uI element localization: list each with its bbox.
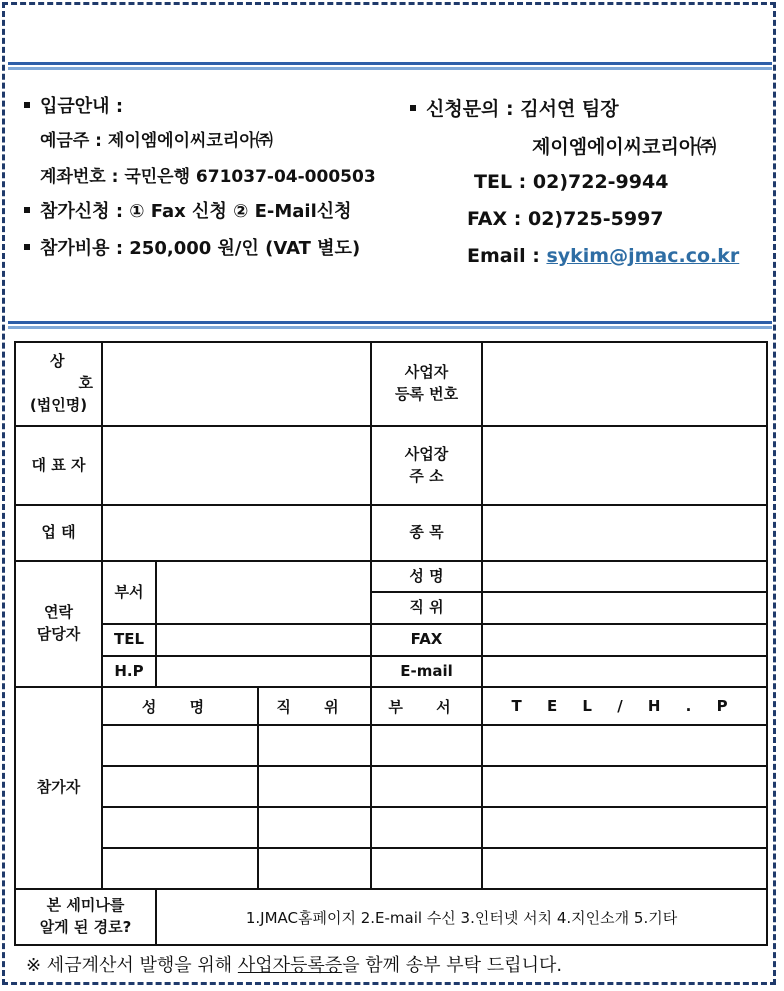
participant-name-field[interactable] [102,807,258,848]
inquiry-tel: TEL : 02)722-9944 [474,171,669,193]
participant-row [15,766,767,807]
contact-person-label: 연락 담당자 [15,561,102,687]
form-row [15,505,767,561]
participant-tel-field[interactable] [482,766,767,807]
col-name-header: 성 명 [102,687,258,725]
application-form [14,341,768,946]
bullet-icon [410,105,416,111]
participants-label: 참가자 [15,687,102,889]
participant-header-row [15,687,767,725]
participant-row [15,848,767,889]
bullet-icon [24,244,30,250]
participant-position-field[interactable] [258,766,371,807]
company-name-field[interactable] [102,342,371,426]
participant-tel-field[interactable] [482,848,767,889]
inquiry-company: 제이엠에이씨코리아㈜ [532,136,717,158]
col-tel-header: T E L / H . P [482,687,767,725]
contact-name-field[interactable] [482,561,767,592]
tel-label: TEL [102,624,156,656]
company-name-label: 상 호 (법인명) [15,342,102,426]
hp-label: H.P [102,656,156,687]
dept-label: 부서 [102,561,156,624]
address-label: 사업장 주 소 [371,426,482,505]
col-position-header: 직 위 [258,687,371,725]
bullet-icon [24,207,30,213]
email-field[interactable] [482,656,767,687]
participant-dept-field[interactable] [371,848,482,889]
apply-method: 참가신청 : ① Fax 신청 ② E-Mail신청 [40,201,352,222]
participant-name-field[interactable] [102,848,258,889]
top-divider [8,62,772,70]
form-row [15,561,767,592]
route-row [15,889,767,945]
participant-dept-field[interactable] [371,725,482,766]
col-dept-header: 부 서 [371,687,482,725]
participant-tel-field[interactable] [482,725,767,766]
form-row [15,656,767,687]
fax-field[interactable] [482,624,767,656]
participant-position-field[interactable] [258,848,371,889]
inquiry-contact: 신청문의 : 김서연 팀장 [426,98,619,120]
participant-row [15,725,767,766]
tel-field[interactable] [156,624,371,656]
participant-name-field[interactable] [102,725,258,766]
business-type-label: 업 태 [15,505,102,561]
route-options[interactable]: 1.JMAC홈페이지 2.E-mail 수신 3.인터넷 서치 4.지인소개 5.기타 [156,889,767,945]
contact-position-field[interactable] [482,592,767,624]
dept-field[interactable] [156,561,371,624]
ceo-field[interactable] [102,426,371,505]
business-license-text: 사업자등록증 [237,955,343,976]
contact-name-label: 성 명 [371,561,482,592]
address-field[interactable] [482,426,767,505]
ceo-label: 대 표 자 [15,426,102,505]
form-row [15,624,767,656]
participant-name-field[interactable] [102,766,258,807]
contact-position-label: 직 위 [371,592,482,624]
hp-field[interactable] [156,656,371,687]
account-holder: 예금주 : 제이엠에이씨코리아㈜ [40,131,273,151]
participant-tel-field[interactable] [482,807,767,848]
email-label: E-mail [371,656,482,687]
email-link[interactable]: sykim@jmac.co.kr [546,245,740,267]
participant-dept-field[interactable] [371,766,482,807]
form-row [15,426,767,505]
form-row [15,342,767,426]
route-label: 본 세미나를 알게 된 경로? [15,889,156,945]
tax-invoice-note: ※ 세금계산서 발행을 위해 사업자등록증을 함께 송부 부탁 드립니다. [26,955,563,976]
reg-no-label: 사업자 등록 번호 [371,342,482,426]
inquiry-fax: FAX : 02)725-5997 [467,208,664,230]
account-number: 계좌번호 : 국민은행 671037-04-000503 [40,167,376,187]
fax-label: FAX [371,624,482,656]
business-item-label: 종 목 [371,505,482,561]
business-type-field[interactable] [102,505,371,561]
participant-row [15,807,767,848]
business-item-field[interactable] [482,505,767,561]
fee: 참가비용 : 250,000 원/인 (VAT 별도) [40,238,361,259]
participant-position-field[interactable] [258,807,371,848]
participant-position-field[interactable] [258,725,371,766]
deposit-title: 입금안내 : [40,96,124,117]
bullet-icon [24,102,30,108]
participant-dept-field[interactable] [371,807,482,848]
reg-no-field[interactable] [482,342,767,426]
email-label: Email : [467,245,547,267]
form-divider [8,321,772,329]
